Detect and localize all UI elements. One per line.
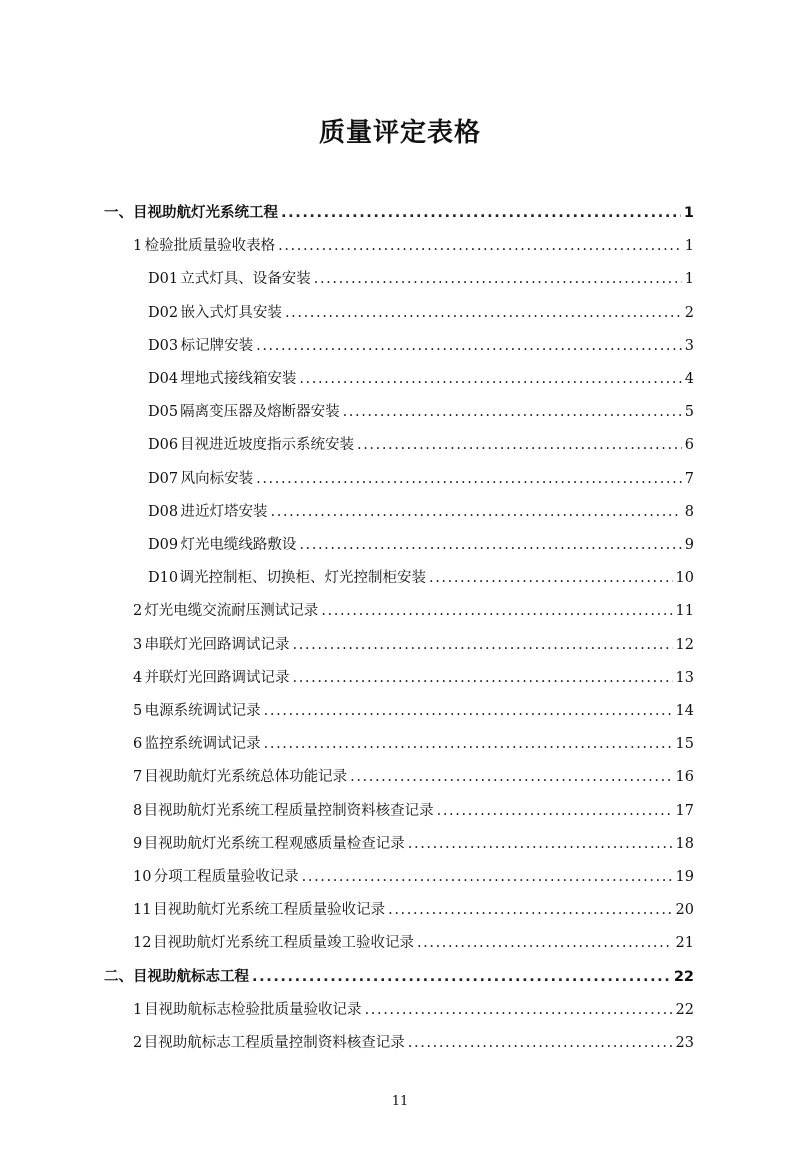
toc-entry[interactable] [133,895,694,925]
toc-leader-dots [388,895,672,925]
toc-entry-number: 12 [133,935,152,952]
toc-entry-number: D10 [148,570,179,587]
toc-entry-page: 16 [675,769,694,786]
toc-entry-page: 7 [684,470,694,487]
toc-entry-title: 目视助航标志检验批质量验收记录 [144,1001,362,1018]
toc-entry[interactable] [133,995,694,1025]
toc-entry-page: 9 [684,537,694,553]
toc-entry-title: 分项工程质量验收记录 [153,869,299,885]
toc-entry-number: 二、 [104,968,133,985]
toc-entry[interactable] [148,530,694,560]
toc-entry-page: 10 [675,570,694,587]
toc-entry[interactable] [133,663,694,693]
toc-entry-title: 灯光电缆交流耐压测试记录 [144,603,319,620]
toc-leader-dots [357,430,682,460]
toc-entry-title: 进近灯塔安装 [180,503,268,520]
toc-leader-dots [437,796,673,826]
toc-entry-title: 嵌入式灯具安装 [180,304,282,321]
toc-entry[interactable] [133,862,694,892]
toc-leader-dots [292,630,672,660]
toc-entry-number: 10 [133,869,152,885]
toc-entry-title: 电源系统调试记录 [144,703,261,719]
toc-entry-title: 并联灯光回路调试记录 [144,669,290,686]
toc-entry-number: D05 [148,404,179,421]
toc-entry[interactable] [148,430,694,460]
toc-entry[interactable] [133,630,694,660]
toc-entry[interactable] [133,829,694,859]
page-title: 质量评定表格 [318,118,481,148]
toc-leader-dots [321,596,672,626]
toc-entry-number: D03 [148,337,179,354]
toc-entry-page: 6 [684,437,694,454]
toc-entry[interactable] [133,1028,694,1058]
toc-entry-page: 20 [675,902,694,919]
toc-entry[interactable] [133,729,694,759]
toc-entry-page: 11 [675,603,694,620]
toc-entry-number: 2 [133,603,143,620]
toc-entry-title: 目视助航灯光系统工程质量验收记录 [153,902,386,919]
toc-entry-number: D09 [148,537,179,553]
toc-entry[interactable] [148,331,694,361]
toc-entry[interactable] [104,198,694,228]
toc-entry[interactable] [133,762,694,792]
toc-entry-title: 埋地式接线箱安装 [180,371,297,387]
toc-entry[interactable] [133,696,694,726]
toc-entry-page: 22 [673,968,694,985]
toc-entry[interactable] [133,231,694,261]
toc-entry[interactable] [148,563,694,593]
toc-entry[interactable] [104,962,694,992]
toc-leader-dots [408,829,673,859]
toc-leader-dots [271,497,682,527]
toc-entry-number: 7 [133,769,143,786]
toc-entry-page: 22 [675,1001,694,1018]
toc-entry-title: 风向标安装 [180,470,254,487]
toc-entry-number: D01 [148,271,179,288]
toc-entry-page: 13 [675,669,694,686]
toc-leader-dots [417,928,673,958]
toc-leader-dots [256,464,682,494]
toc-entry[interactable] [148,264,694,294]
toc-leader-dots [281,198,681,228]
toc-entry[interactable] [133,928,694,958]
toc-entry[interactable] [148,497,694,527]
toc-entry-title: 目视进近坡度指示系统安装 [180,437,354,454]
toc-entry-title: 检验批质量验收表格 [144,238,276,255]
toc-leader-dots [343,397,682,427]
toc-leader-dots [264,696,673,726]
toc-leader-dots [278,231,682,261]
toc-entry-page: 4 [684,371,694,387]
toc-entry-title: 目视助航灯光系统总体功能记录 [144,769,348,786]
toc-entry-number: 9 [133,835,143,852]
toc-entry[interactable] [148,464,694,494]
toc-leader-dots [408,1028,673,1058]
toc-entry-number: 3 [133,636,143,653]
toc-entry-page: 21 [675,935,694,952]
toc-entry-page: 12 [675,636,694,653]
toc-entry[interactable] [148,298,694,328]
toc-leader-dots [302,862,673,892]
toc-entry-page: 19 [675,869,694,885]
toc-entry-page: 1 [684,271,694,288]
toc-leader-dots [264,729,673,759]
page-number: 11 [391,1094,409,1109]
toc-entry-page: 8 [684,503,694,520]
toc-entry[interactable] [133,796,694,826]
toc-entry-page: 23 [675,1035,694,1051]
toc-entry-number: D04 [148,371,179,387]
toc-entry-page: 3 [684,337,694,354]
toc-entry-title: 目视助航标志工程质量控制资料核查记录 [143,1035,405,1051]
toc-entry-number: 5 [133,703,143,719]
toc-entry-number: D02 [148,304,179,321]
toc-leader-dots [299,364,681,394]
toc-entry-number: D07 [148,470,179,487]
toc-entry-page: 1 [684,238,694,255]
toc-entry-title: 目视助航灯光系统工程观感质量检查记录 [143,835,405,852]
toc-leader-dots [299,530,681,560]
toc-entry-title: 灯光电缆线路敷设 [180,537,297,553]
toc-entry-title: 目视助航灯光系统工程质量控制资料核查记录 [143,802,434,819]
toc-entry[interactable] [148,397,694,427]
toc-leader-dots [350,762,672,792]
toc-leader-dots [314,264,682,294]
toc-entry-page: 2 [684,304,694,321]
toc-leader-dots [292,663,672,693]
toc-entry-number: D06 [148,437,179,454]
toc-entry-page: 17 [675,802,694,819]
toc-entry[interactable] [133,596,694,626]
toc-entry-number: 8 [133,802,143,819]
toc-entry-title: 监控系统调试记录 [144,736,261,753]
toc-entry-number: 4 [133,669,143,686]
toc-entry-page: 15 [675,736,694,753]
toc-entry-page: 5 [684,404,694,421]
toc-entry-title: 目视助航标志工程 [133,968,249,985]
toc-entry-title: 串联灯光回路调试记录 [144,636,290,653]
toc-entry-title: 调光控制柜、切换柜、灯光控制柜安装 [179,570,427,587]
toc-entry-number: 一、 [104,205,133,221]
toc-leader-dots [365,995,673,1025]
toc-entry-title: 立式灯具、设备安装 [180,271,311,288]
toc-entry-page: 18 [675,835,694,852]
toc-entry-title: 标记牌安装 [180,337,254,354]
toc-entry-page: 14 [675,703,694,719]
toc-entry-title: 隔离变压器及熔断器安装 [180,404,340,421]
toc-entry-title: 目视助航灯光系统工程质量竣工验收记录 [152,935,414,952]
toc-entry-number: 6 [133,736,143,753]
toc-entry-number: 2 [133,1035,143,1051]
toc-entry-number: D08 [148,503,179,520]
toc-leader-dots [256,331,682,361]
toc-entry-number: 1 [133,238,143,255]
toc-entry-page: 1 [683,205,694,221]
toc-leader-dots [429,563,673,593]
toc-entry-number: 11 [133,902,152,919]
toc-leader-dots [252,962,671,992]
toc-leader-dots [285,298,682,328]
toc-entry-number: 1 [133,1001,143,1018]
toc-entry-title: 目视助航灯光系统工程 [133,205,278,221]
toc-entry[interactable] [148,364,694,394]
